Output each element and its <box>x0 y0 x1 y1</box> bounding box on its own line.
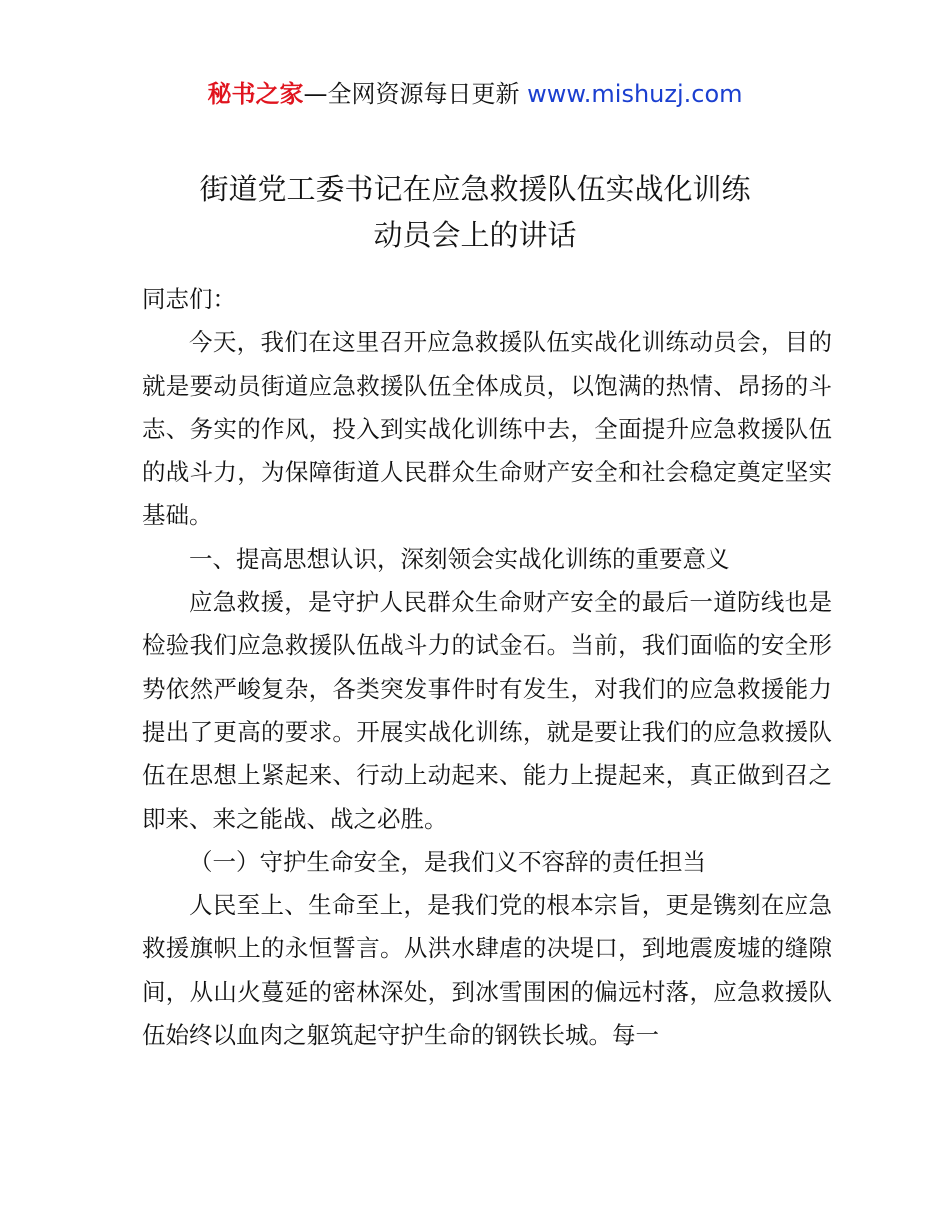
title-line-2: 动员会上的讲话 <box>373 218 577 252</box>
site-header <box>0 78 950 110</box>
paragraph: 人民至上、生命至上，是我们党的根本宗旨，更是镌刻在应急救援旗帜上的永恒誓言。从洪水肆虐的决堤口，到地震废墟的缝隙间，从山火蔓延的密林深处，到冰雪围困的偏远村落，应急救援队伍始终以血肉之躯筑起守护生命的钢铁长城。每一 <box>142 891 832 1050</box>
paragraph: 今天，我们在这里召开应急救援队伍实战化训练动员会，目的就是要动员街道应急救援队伍全体成员，以饱满的热情、昂扬的斗志、务实的作风，投入到实战化训练中去，全面提升应急救援队伍的战斗力，为保障街道人民群众生命财产安全和社会稳定奠定坚实基础。 <box>142 328 832 530</box>
salutation: 同志们： <box>142 285 236 313</box>
title-line-1: 街道党工委书记在应急救援队伍实战化训练 <box>199 172 751 206</box>
header-tagline: —全网资源每日更新 <box>303 80 528 108</box>
document-body <box>142 278 832 1057</box>
document-title <box>0 166 950 258</box>
paragraph: 应急救援，是守护人民群众生命财产安全的最后一道防线也是检验我们应急救援队伍战斗力的试金石。当前，我们面临的安全形势依然严峻复杂，各类突发事件时有发生，对我们的应急救援能力提出了更高的要求。开展实战化训练，就是要让我们的应急救援队伍在思想上紧起来、行动上动起来、能力上提起来，真正做到召之即来、来之能战、战之必胜。 <box>142 588 832 833</box>
section-heading: 一、提高思想认识，深刻领会实战化训练的重要意义 <box>189 544 730 573</box>
site-url-link[interactable]: www.mishuzj.com <box>527 80 743 108</box>
subsection-heading: （一）守护生命安全，是我们义不容辞的责任担当 <box>189 847 706 876</box>
brand-name: 秘书之家 <box>207 80 304 108</box>
